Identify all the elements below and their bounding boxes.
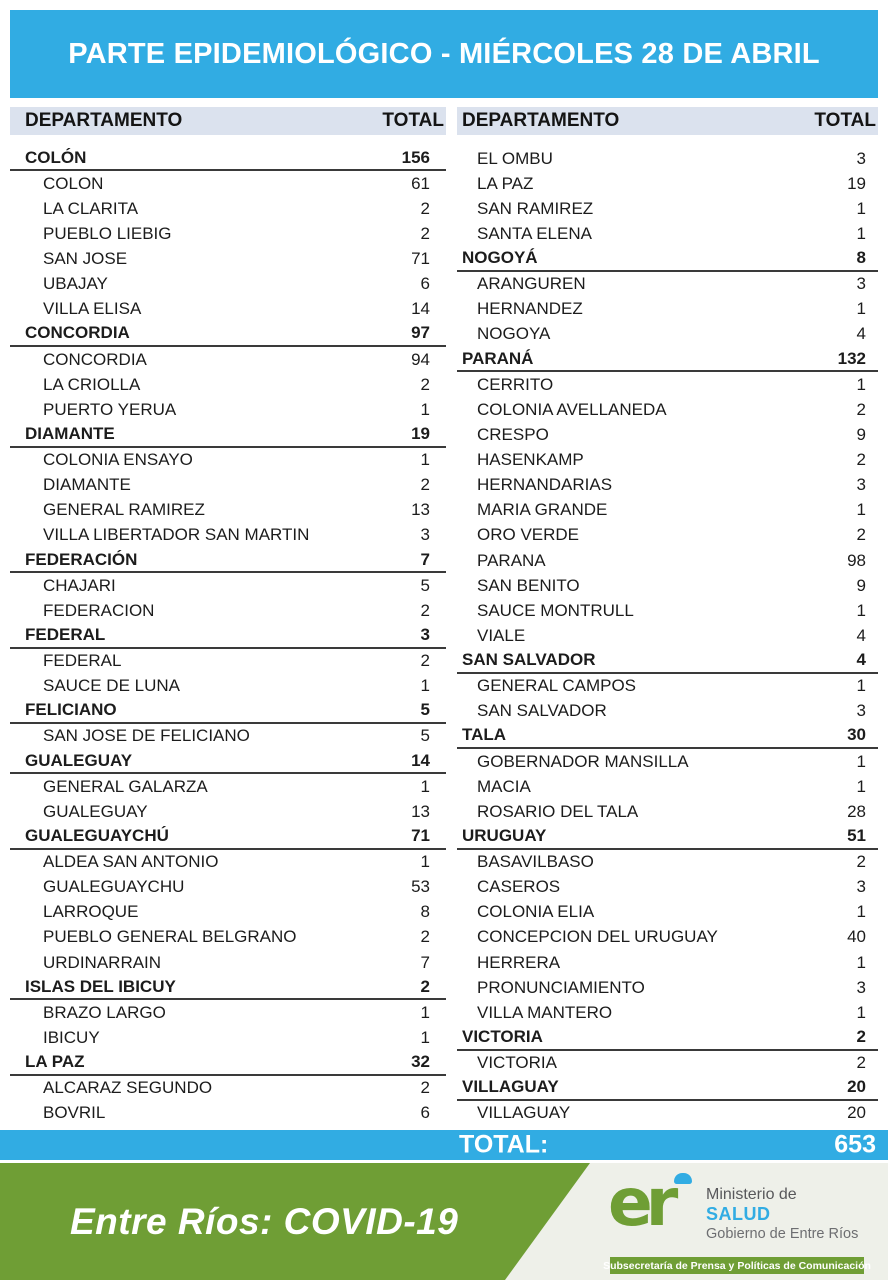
grand-total-bar xyxy=(0,1130,888,1160)
case-count: 7 xyxy=(420,952,430,972)
case-count: 1 xyxy=(856,374,866,394)
locality-name: SAN BENITO xyxy=(477,575,580,595)
locality-name: PUERTO YERUA xyxy=(43,399,177,419)
locality-name: HASENKAMP xyxy=(477,450,584,470)
case-count: 14 xyxy=(411,299,430,319)
locality-name: VIALE xyxy=(477,625,526,645)
case-count: 20 xyxy=(847,1077,866,1097)
footer xyxy=(0,1163,888,1280)
locality-row xyxy=(457,573,878,598)
case-count: 1 xyxy=(420,776,430,796)
locality-name: FEDERACION xyxy=(43,600,155,620)
locality-row xyxy=(10,347,446,372)
locality-name: CHAJARI xyxy=(43,575,116,595)
locality-name: VILLA MANTERO xyxy=(477,1002,613,1022)
case-count: 2 xyxy=(420,976,430,996)
locality-name: SAN JOSE DE FELICIANO xyxy=(43,726,250,746)
department-row xyxy=(10,749,446,774)
locality-row xyxy=(457,272,878,297)
table-column-right xyxy=(457,146,878,1126)
locality-name: DIAMANTE xyxy=(43,475,131,495)
locality-row xyxy=(457,749,878,774)
case-count: 3 xyxy=(856,274,866,294)
department-row xyxy=(457,649,878,674)
locality-name: COLONIA ENSAYO xyxy=(43,450,193,470)
case-count: 2 xyxy=(420,374,430,394)
locality-name: HERNANDARIAS xyxy=(477,475,613,495)
case-count: 4 xyxy=(856,650,866,670)
locality-row xyxy=(457,171,878,196)
locality-row xyxy=(457,1000,878,1025)
locality-row xyxy=(457,221,878,246)
locality-row xyxy=(457,850,878,875)
locality-row xyxy=(10,272,446,297)
locality-name: COLON xyxy=(43,173,104,193)
locality-name: COLONIA AVELLANEDA xyxy=(477,399,667,419)
department-row xyxy=(10,699,446,724)
case-count: 3 xyxy=(856,701,866,721)
locality-name: PRONUNCIAMIENTO xyxy=(477,977,645,997)
locality-name: CRESPO xyxy=(477,424,549,444)
locality-row xyxy=(10,1000,446,1025)
campaign-banner: Entre Ríos: COVID-19 xyxy=(70,1200,459,1242)
locality-name: PUEBLO GENERAL BELGRANO xyxy=(43,927,297,947)
department-name: NOGOYÁ xyxy=(462,248,538,268)
locality-row xyxy=(457,397,878,422)
department-row xyxy=(457,724,878,749)
locality-row xyxy=(10,950,446,975)
department-name: COLÓN xyxy=(25,147,87,167)
department-name: SAN SALVADOR xyxy=(462,650,596,670)
locality-name: NOGOYA xyxy=(477,324,551,344)
locality-row xyxy=(10,900,446,925)
locality-name: BASAVILBASO xyxy=(477,852,594,872)
case-count: 1 xyxy=(420,852,430,872)
table-column-left xyxy=(10,146,446,1126)
case-count: 1 xyxy=(856,500,866,520)
department-row xyxy=(457,1025,878,1050)
locality-row xyxy=(10,523,446,548)
report-title: PARTE EPIDEMIOLÓGICO - MIÉRCOLES 28 DE ABRIL xyxy=(68,37,820,70)
locality-row xyxy=(457,875,878,900)
locality-name: SAUCE MONTRULL xyxy=(477,600,634,620)
locality-row xyxy=(10,925,446,950)
locality-name: VILLAGUAY xyxy=(477,1103,571,1123)
locality-name: ALCARAZ SEGUNDO xyxy=(43,1078,213,1098)
locality-name: MARIA GRANDE xyxy=(477,500,608,520)
case-count: 40 xyxy=(847,927,866,947)
department-name: CONCORDIA xyxy=(25,323,130,343)
locality-row xyxy=(457,548,878,573)
locality-name: ALDEA SAN ANTONIO xyxy=(43,852,219,872)
locality-row xyxy=(457,297,878,322)
case-count: 5 xyxy=(420,726,430,746)
locality-row xyxy=(10,799,446,824)
ministry-line2: SALUD xyxy=(706,1204,771,1225)
locality-row xyxy=(10,498,446,523)
locality-name: SANTA ELENA xyxy=(477,223,592,243)
locality-name: VILLA LIBERTADOR SAN MARTIN xyxy=(43,525,310,545)
case-count: 2 xyxy=(420,223,430,243)
department-row xyxy=(10,1051,446,1076)
department-row xyxy=(10,548,446,573)
ministry-line3: Gobierno de Entre Ríos xyxy=(706,1225,859,1242)
grand-total-label: TOTAL: xyxy=(459,1130,549,1159)
locality-name: GOBERNADOR MANSILLA xyxy=(477,751,689,771)
locality-row xyxy=(457,699,878,724)
case-count: 19 xyxy=(847,173,866,193)
case-count: 1 xyxy=(856,600,866,620)
case-count: 1 xyxy=(420,1002,430,1022)
report-title-bar xyxy=(10,10,878,98)
department-row xyxy=(10,975,446,1000)
department-name: TALA xyxy=(462,725,507,745)
department-column-header: DEPARTAMENTO xyxy=(462,110,620,131)
department-name: LA PAZ xyxy=(25,1052,85,1072)
locality-name: BRAZO LARGO xyxy=(43,1002,166,1022)
locality-row xyxy=(457,448,878,473)
case-count: 19 xyxy=(411,423,430,443)
locality-row xyxy=(10,1101,446,1126)
department-name: PARANÁ xyxy=(462,348,534,368)
locality-row xyxy=(10,1025,446,1050)
locality-row xyxy=(10,724,446,749)
locality-name: SAN JOSE xyxy=(43,249,128,269)
case-count: 2 xyxy=(856,450,866,470)
department-name: VILLAGUAY xyxy=(462,1077,559,1097)
locality-row xyxy=(457,146,878,171)
locality-row xyxy=(10,850,446,875)
case-count: 28 xyxy=(847,801,866,821)
locality-row xyxy=(457,422,878,447)
locality-name: UBAJAY xyxy=(43,274,108,294)
column-header-right xyxy=(457,107,878,135)
locality-row xyxy=(10,221,446,246)
case-count: 1 xyxy=(856,223,866,243)
locality-name: GUALEGUAY xyxy=(43,801,148,821)
case-count: 1 xyxy=(856,299,866,319)
locality-name: GENERAL GALARZA xyxy=(43,776,208,796)
case-count: 13 xyxy=(411,500,430,520)
case-count: 1 xyxy=(856,952,866,972)
locality-row xyxy=(10,1076,446,1101)
department-row xyxy=(10,422,446,447)
locality-name: GUALEGUAYCHU xyxy=(43,877,185,897)
grand-total-value: 653 xyxy=(834,1130,876,1159)
case-count: 32 xyxy=(411,1052,430,1072)
locality-name: CASEROS xyxy=(477,877,561,897)
department-row xyxy=(457,1076,878,1101)
locality-name: BOVRIL xyxy=(43,1103,106,1123)
case-count: 14 xyxy=(411,750,430,770)
case-count: 3 xyxy=(856,475,866,495)
locality-row xyxy=(10,196,446,221)
case-count: 3 xyxy=(420,525,430,545)
case-count: 1 xyxy=(420,399,430,419)
case-count: 3 xyxy=(856,977,866,997)
department-row xyxy=(10,146,446,171)
department-name: ISLAS DEL IBICUY xyxy=(25,976,176,996)
locality-name: PUEBLO LIEBIG xyxy=(43,223,172,243)
locality-row xyxy=(10,247,446,272)
er-logo-glyph: er xyxy=(608,1164,672,1241)
case-count: 4 xyxy=(856,324,866,344)
case-count: 132 xyxy=(837,348,866,368)
locality-name: CONCEPCION DEL URUGUAY xyxy=(477,927,718,947)
locality-row xyxy=(457,925,878,950)
case-count: 2 xyxy=(420,600,430,620)
locality-name: SAN SALVADOR xyxy=(477,701,607,721)
er-logo xyxy=(603,1164,871,1273)
locality-row xyxy=(10,372,446,397)
locality-row xyxy=(10,473,446,498)
column-header-left xyxy=(10,107,446,135)
locality-name: LA CRIOLLA xyxy=(43,374,141,394)
locality-name: MACIA xyxy=(477,776,531,796)
case-count: 2 xyxy=(856,852,866,872)
subsecretary-badge: Subsecretaría de Prensa y Políticas de Comunicación xyxy=(610,1257,864,1274)
case-count: 5 xyxy=(420,575,430,595)
case-count: 2 xyxy=(856,399,866,419)
department-row xyxy=(457,824,878,849)
case-count: 61 xyxy=(411,173,430,193)
locality-name: HERNANDEZ xyxy=(477,299,583,319)
case-count: 53 xyxy=(411,877,430,897)
locality-name: VICTORIA xyxy=(477,1053,557,1073)
department-name: FEDERAL xyxy=(25,624,106,644)
case-count: 156 xyxy=(401,147,430,167)
case-count: 2 xyxy=(856,1053,866,1073)
department-row xyxy=(457,247,878,272)
locality-name: GENERAL CAMPOS xyxy=(477,676,637,696)
locality-row xyxy=(457,322,878,347)
total-column-header: TOTAL xyxy=(382,110,444,131)
locality-row xyxy=(457,523,878,548)
locality-row xyxy=(457,900,878,925)
case-count: 98 xyxy=(847,550,866,570)
case-count: 1 xyxy=(856,676,866,696)
department-name: FEDERACIÓN xyxy=(25,549,138,569)
case-count: 94 xyxy=(411,349,430,369)
case-count: 5 xyxy=(420,700,430,720)
case-count: 3 xyxy=(420,624,430,644)
department-name: URUGUAY xyxy=(462,825,547,845)
locality-row xyxy=(457,950,878,975)
locality-row xyxy=(457,372,878,397)
case-count: 1 xyxy=(856,198,866,218)
case-count: 1 xyxy=(420,1027,430,1047)
case-count: 9 xyxy=(856,424,866,444)
locality-row xyxy=(10,774,446,799)
case-count: 1 xyxy=(856,902,866,922)
locality-name: VILLA ELISA xyxy=(43,299,142,319)
locality-row xyxy=(10,649,446,674)
case-count: 2 xyxy=(856,525,866,545)
locality-row xyxy=(10,573,446,598)
case-count: 13 xyxy=(411,801,430,821)
case-count: 71 xyxy=(411,249,430,269)
locality-name: URDINARRAIN xyxy=(43,952,162,972)
locality-name: LARROQUE xyxy=(43,902,139,922)
department-name: GUALEGUAY xyxy=(25,750,133,770)
case-count: 9 xyxy=(856,575,866,595)
case-count: 7 xyxy=(420,549,430,569)
locality-name: LA PAZ xyxy=(477,173,534,193)
department-name: FELICIANO xyxy=(25,700,117,720)
case-count: 2 xyxy=(420,1078,430,1098)
locality-row xyxy=(10,171,446,196)
case-count: 51 xyxy=(847,825,866,845)
locality-row xyxy=(10,598,446,623)
case-count: 6 xyxy=(420,274,430,294)
locality-name: HERRERA xyxy=(477,952,561,972)
locality-row xyxy=(457,598,878,623)
case-count: 6 xyxy=(420,1103,430,1123)
case-count: 30 xyxy=(847,725,866,745)
locality-name: PARANA xyxy=(477,550,546,570)
case-count: 1 xyxy=(856,1002,866,1022)
er-logo-droplet-icon xyxy=(674,1173,692,1184)
locality-row xyxy=(457,774,878,799)
locality-row xyxy=(457,623,878,648)
department-row xyxy=(10,623,446,648)
ministry-line1: Ministerio de xyxy=(706,1186,797,1203)
locality-name: LA CLARITA xyxy=(43,198,139,218)
department-name: GUALEGUAYCHÚ xyxy=(25,825,169,845)
case-count: 4 xyxy=(856,625,866,645)
ministry-text-block xyxy=(706,1185,858,1243)
total-column-header: TOTAL xyxy=(814,110,876,131)
locality-row xyxy=(457,799,878,824)
locality-name: FEDERAL xyxy=(43,651,122,671)
case-count: 20 xyxy=(847,1103,866,1123)
locality-name: COLONIA ELIA xyxy=(477,902,595,922)
department-row xyxy=(457,347,878,372)
locality-row xyxy=(457,1101,878,1126)
locality-row xyxy=(10,448,446,473)
case-count: 3 xyxy=(856,877,866,897)
locality-row xyxy=(10,297,446,322)
department-row xyxy=(10,322,446,347)
locality-row xyxy=(457,975,878,1000)
locality-name: EL OMBU xyxy=(477,148,553,168)
case-count: 2 xyxy=(420,475,430,495)
case-count: 1 xyxy=(420,676,430,696)
locality-name: CONCORDIA xyxy=(43,349,147,369)
case-count: 2 xyxy=(420,198,430,218)
locality-row xyxy=(10,397,446,422)
locality-row xyxy=(457,1051,878,1076)
locality-name: GENERAL RAMIREZ xyxy=(43,500,205,520)
case-count: 1 xyxy=(856,776,866,796)
case-count: 8 xyxy=(856,248,866,268)
case-count: 97 xyxy=(411,323,430,343)
locality-name: ARANGUREN xyxy=(477,274,586,294)
department-row xyxy=(10,824,446,849)
department-column-header: DEPARTAMENTO xyxy=(25,110,183,131)
locality-row xyxy=(10,875,446,900)
case-count: 3 xyxy=(856,148,866,168)
department-name: VICTORIA xyxy=(462,1026,543,1046)
case-count: 2 xyxy=(856,1026,866,1046)
case-count: 2 xyxy=(420,927,430,947)
case-count: 1 xyxy=(420,450,430,470)
locality-row xyxy=(457,498,878,523)
case-count: 71 xyxy=(411,825,430,845)
locality-name: ROSARIO DEL TALA xyxy=(477,801,639,821)
case-count: 8 xyxy=(420,902,430,922)
locality-row xyxy=(457,674,878,699)
department-name: DIAMANTE xyxy=(25,423,115,443)
locality-name: IBICUY xyxy=(43,1027,100,1047)
locality-row xyxy=(10,674,446,699)
locality-name: SAN RAMIREZ xyxy=(477,198,594,218)
locality-name: SAUCE DE LUNA xyxy=(43,676,180,696)
case-count: 1 xyxy=(856,751,866,771)
locality-name: CERRITO xyxy=(477,374,554,394)
locality-row xyxy=(457,473,878,498)
case-count: 2 xyxy=(420,651,430,671)
locality-name: ORO VERDE xyxy=(477,525,580,545)
locality-row xyxy=(457,196,878,221)
